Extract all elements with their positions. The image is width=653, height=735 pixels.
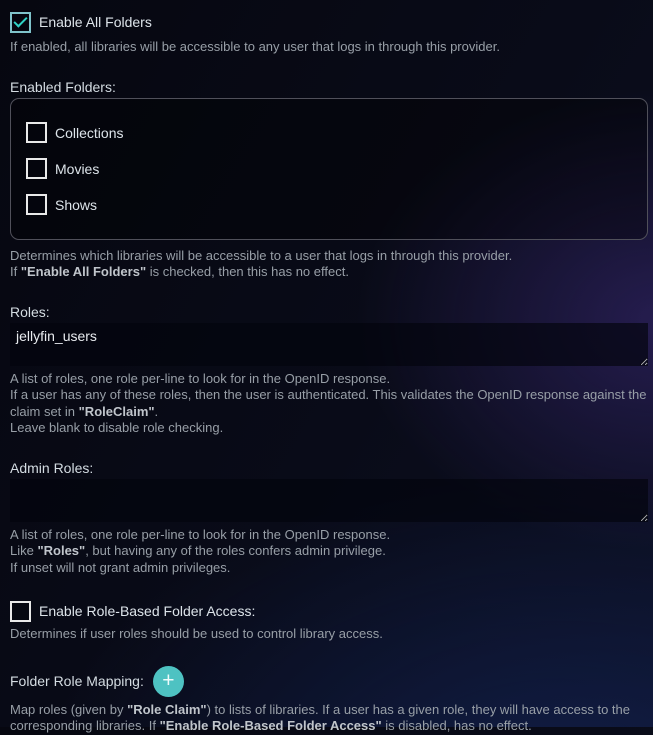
folder-label-shows: Shows	[55, 196, 98, 213]
enable-all-folders-label: Enable All Folders	[39, 14, 152, 30]
description-line: Determines which libraries will be accessible to a user that logs in through this provider.	[10, 247, 513, 263]
folder-label-collections: Collections	[55, 124, 124, 141]
folder-role-mapping-row	[10, 666, 648, 697]
folder-checkbox-row-movies	[26, 157, 632, 181]
enable-role-based-folder-access-label: Enable Role-Based Folder Access:	[39, 603, 256, 619]
roles-textarea[interactable]	[10, 323, 648, 366]
enabled-folders-description	[10, 248, 648, 281]
description-line: Map roles (given by "Role Claim") to lists of libraries. If a user has a given role, they will have access to the corresponding libraries. If "Enable Role-Based Folder Access" is disabled, has no effect.	[10, 701, 630, 733]
folder-role-mapping-description	[10, 702, 648, 735]
folder-checkbox-row-shows	[26, 193, 632, 217]
add-folder-role-mapping-button[interactable]	[153, 666, 184, 697]
enable-role-based-folder-access-checkbox[interactable]	[10, 601, 31, 622]
enable-all-folders-checkbox[interactable]	[10, 12, 31, 33]
roles-label: Roles:	[10, 303, 50, 320]
enable-all-folders-description	[10, 39, 648, 56]
admin-roles-label: Admin Roles:	[10, 459, 94, 476]
folder-checkbox-movies[interactable]	[26, 158, 47, 179]
enabled-folders-label: Enabled Folders:	[10, 78, 116, 95]
folder-checkbox-row-collections	[26, 121, 632, 145]
description-line: If a user has any of these roles, then the user is authenticated. This validates the OpenID response against the claim set in "RoleClaim".	[10, 387, 647, 419]
admin-roles-description	[10, 527, 648, 577]
description-line: A list of roles, one role per-line to look for in the OpenID response.	[10, 526, 391, 542]
folder-role-mapping-section	[10, 666, 648, 735]
description-line: A list of roles, one role per-line to look for in the OpenID response.	[10, 370, 391, 386]
enable-role-based-folder-access-row	[10, 599, 648, 623]
folder-label-movies: Movies	[55, 160, 100, 177]
admin-roles-section	[10, 460, 648, 577]
enable-all-folders-section	[10, 10, 648, 56]
enabled-folders-section	[10, 79, 648, 281]
role-based-folder-access-description	[10, 626, 648, 643]
description-line: If enabled, all libraries will be accessible to any user that logs in through this provider.	[10, 39, 500, 54]
folder-role-mapping-label: Folder Role Mapping:	[10, 673, 144, 689]
roles-description	[10, 371, 648, 437]
folder-checkbox-collections[interactable]	[26, 122, 47, 143]
description-line: If "Enable All Folders" is checked, then this has no effect.	[10, 264, 349, 279]
plus-icon: +	[162, 668, 175, 692]
roles-section	[10, 304, 648, 437]
role-based-folder-access-section	[10, 599, 648, 643]
description-line: Determines if user roles should be used to control library access.	[10, 626, 383, 641]
folder-checkbox-shows[interactable]	[26, 194, 47, 215]
description-line: If unset will not grant admin privileges.	[10, 559, 231, 575]
enabled-folders-fieldset	[10, 98, 648, 240]
description-line: Like "Roles", but having any of the roles confers admin privilege.	[10, 543, 386, 558]
enable-all-folders-row	[10, 10, 648, 34]
admin-roles-textarea[interactable]	[10, 479, 648, 522]
description-line: Leave blank to disable role checking.	[10, 420, 224, 435]
